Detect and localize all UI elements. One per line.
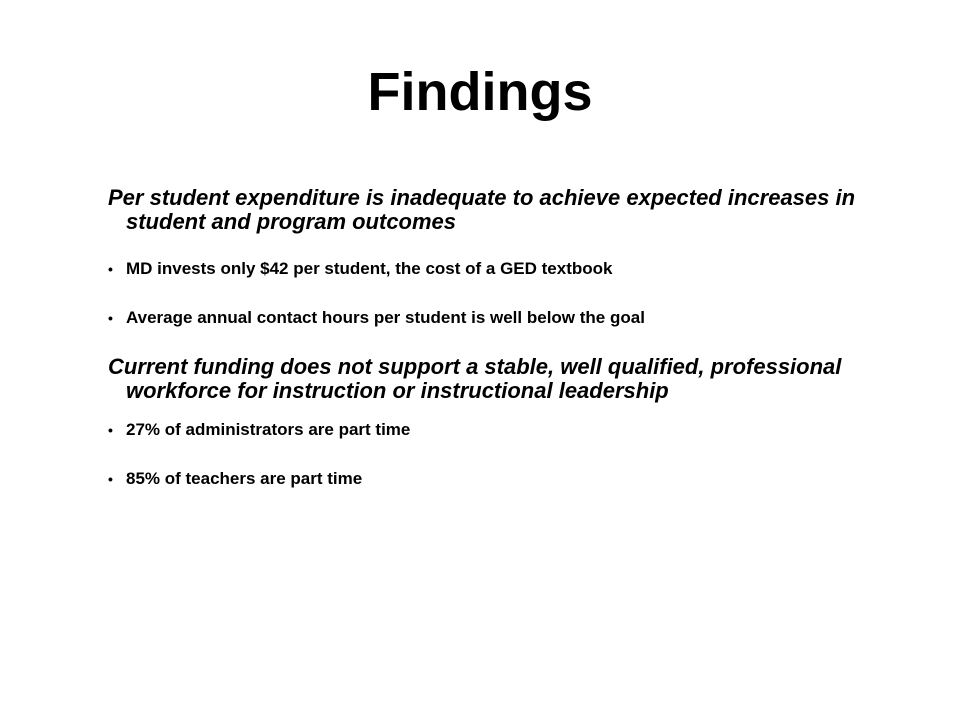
- finding-heading: Current funding does not support a stable, well qualified, professional workforce for instruction or instructional leadership: [108, 354, 842, 403]
- bullet-item: [108, 420, 908, 440]
- bullet-dot-icon: •: [108, 422, 113, 438]
- finding-heading: Per student expenditure is inadequate to achieve expected increases in student and program outcomes: [108, 185, 856, 234]
- bullet-item: [108, 469, 908, 489]
- bullet-item: [108, 259, 908, 279]
- slide-title: Findings: [367, 62, 593, 122]
- slide-content: [108, 186, 908, 489]
- bullet-text: 27% of administrators are part time: [126, 420, 411, 439]
- bullet-dot-icon: •: [108, 471, 113, 487]
- bullet-dot-icon: •: [108, 261, 113, 277]
- bullet-text: 85% of teachers are part time: [126, 469, 363, 488]
- bullet-dot-icon: •: [108, 310, 113, 326]
- bullet-text: MD invests only $42 per student, the cost of a GED textbook: [126, 259, 613, 278]
- bullet-text: Average annual contact hours per student is well below the goal: [126, 308, 645, 327]
- bullet-item: [108, 308, 908, 328]
